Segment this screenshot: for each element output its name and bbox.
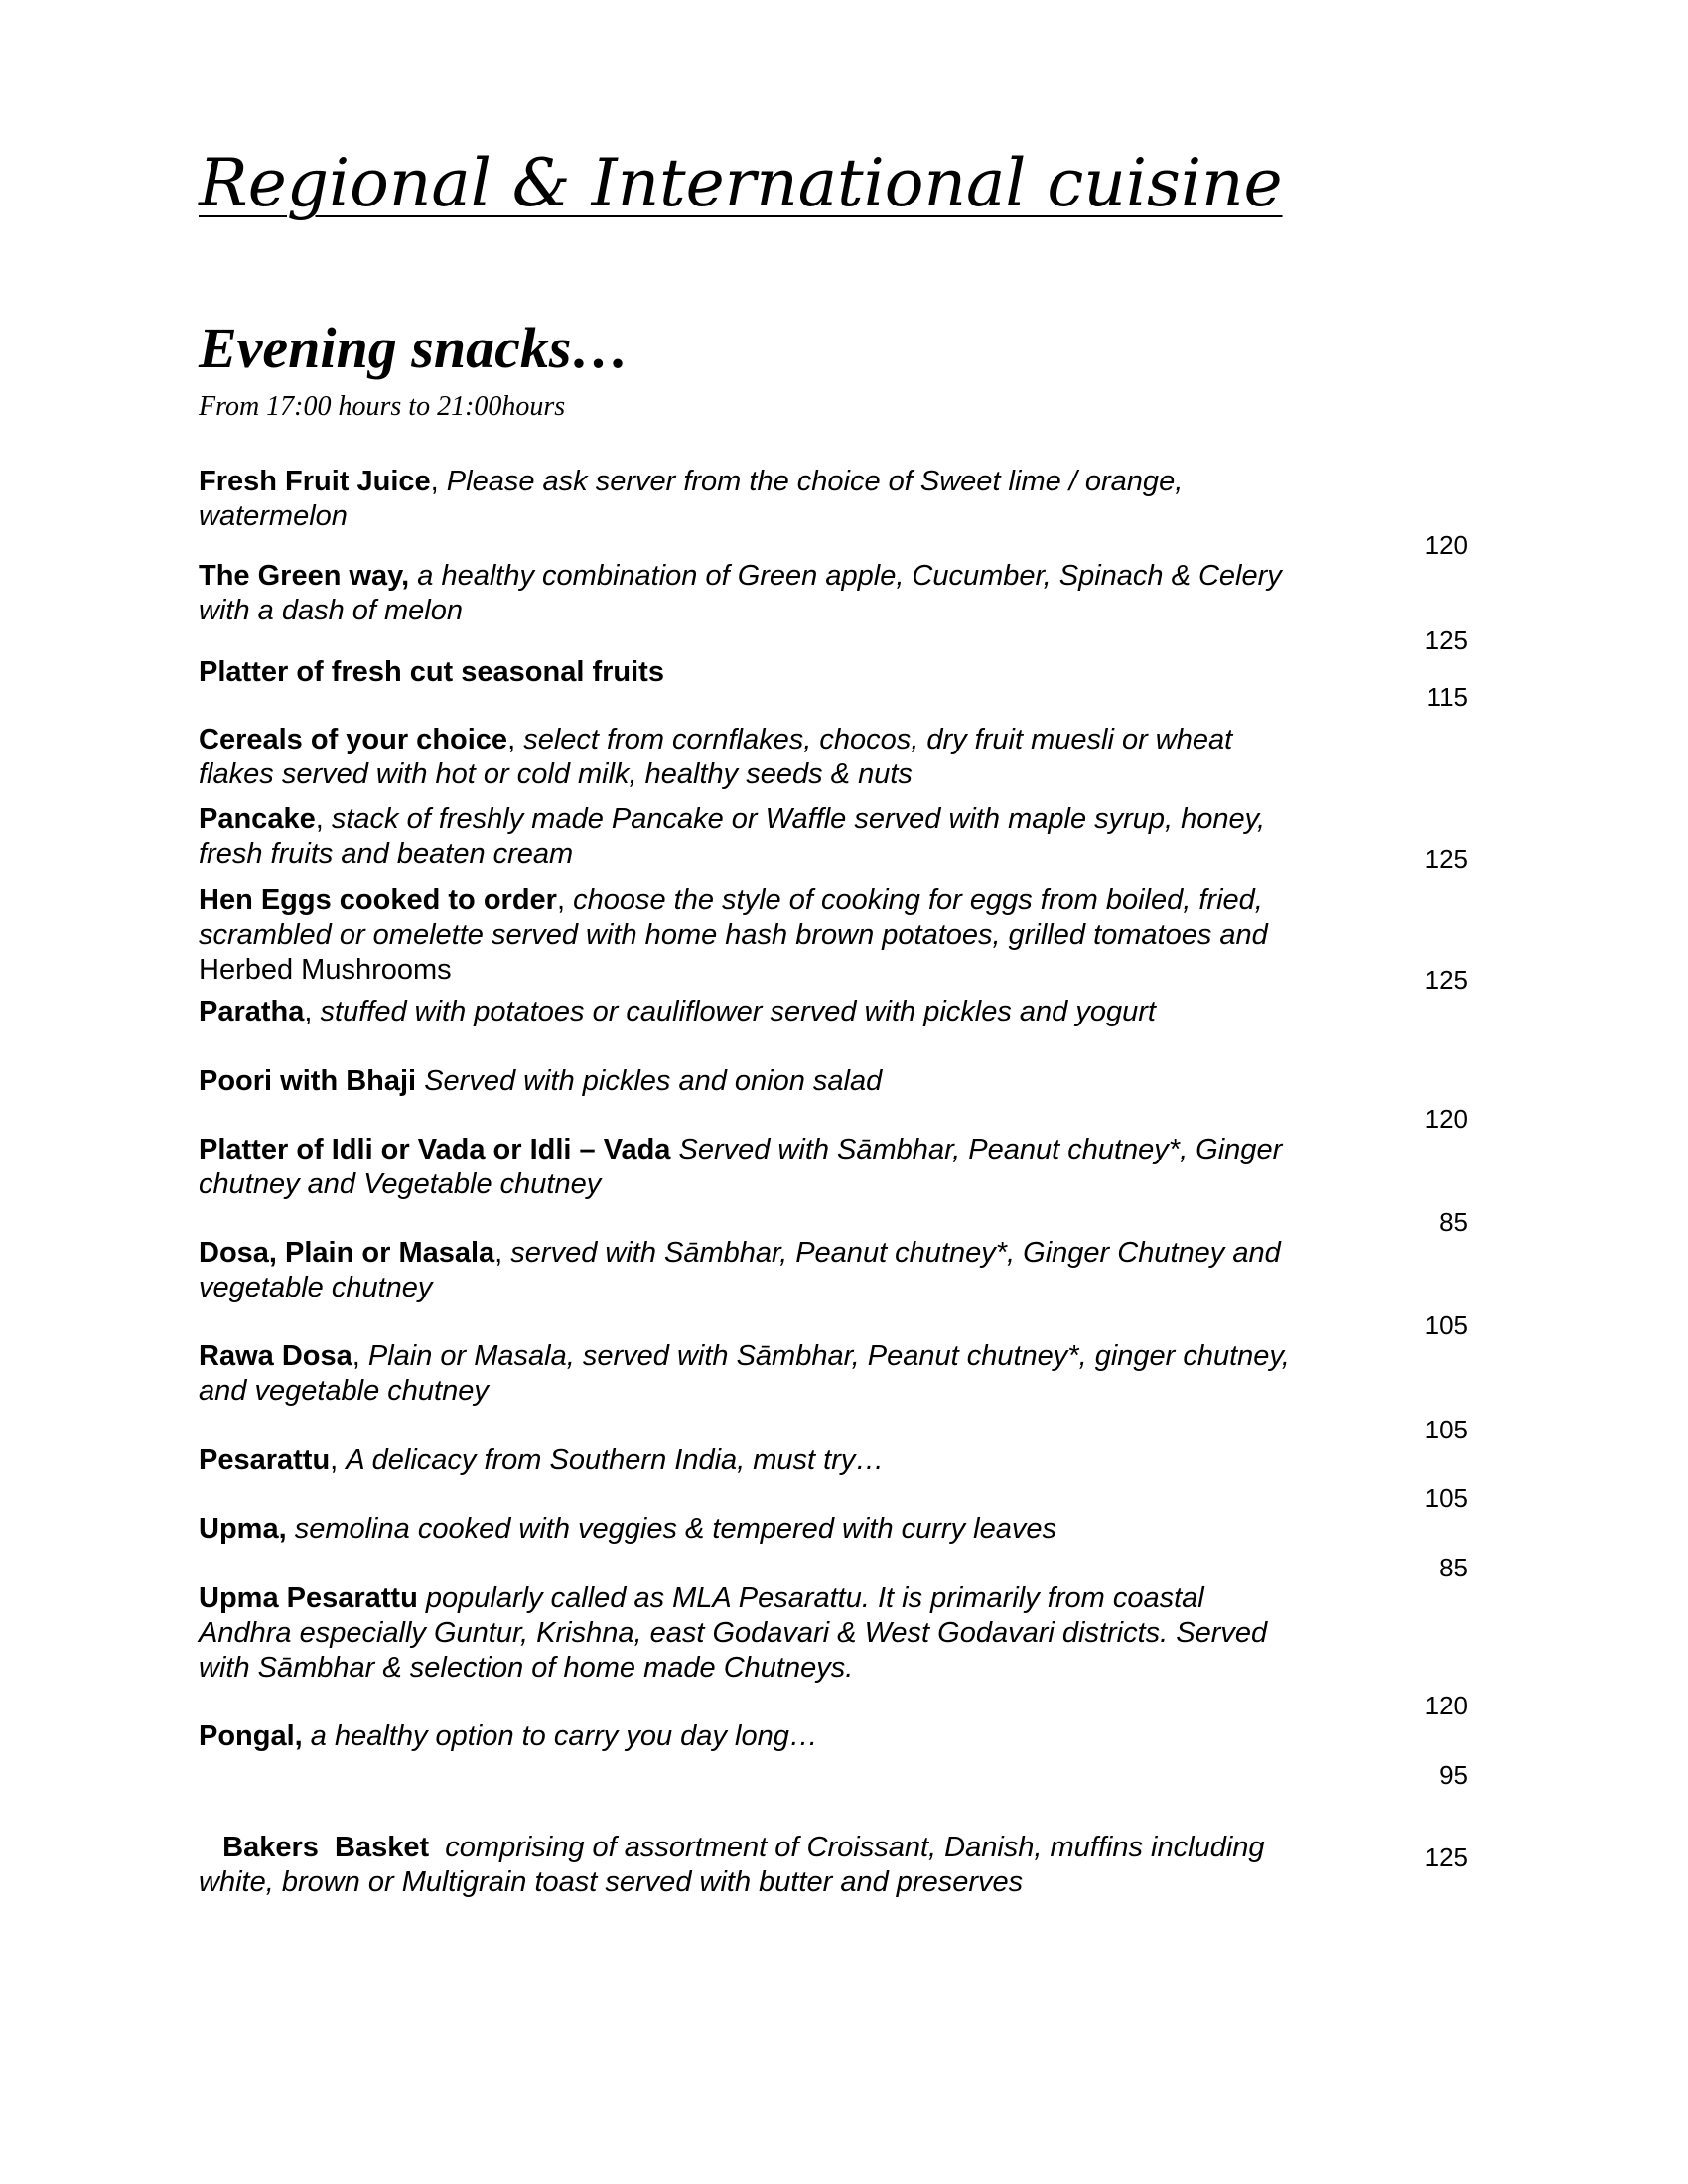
item-name: Fresh Fruit Juice: [199, 466, 431, 497]
item-separator: ,: [315, 803, 332, 835]
menu-item-fresh-fruit-juice: [199, 465, 1301, 534]
menu-item-hen-eggs: [199, 884, 1301, 988]
item-separator: [303, 1720, 311, 1752]
item-price: 125: [1424, 1843, 1468, 1872]
item-name: Dosa, Plain or Masala: [199, 1237, 495, 1269]
item-separator: [429, 1832, 445, 1863]
item-name: Cereals of your choice: [199, 724, 508, 755]
item-name: Pongal,: [199, 1720, 303, 1752]
item-name: Platter of Idli or Vada or Idli – Vada: [199, 1134, 671, 1165]
item-price: 120: [1424, 1691, 1468, 1720]
item-separator: ,: [330, 1444, 347, 1476]
item-name: Upma,: [199, 1513, 287, 1545]
item-name: Pesarattu: [199, 1444, 331, 1476]
item-description: served with Sāmbhar, Peanut chutney*, Ginger Chutney and vegetable chutney: [199, 1237, 1281, 1303]
menu-item-upma-pesarattu: [199, 1581, 1301, 1686]
item-name: Upma Pesarattu: [199, 1582, 418, 1614]
page-title: Regional & International cuisine: [199, 145, 1283, 221]
item-description: Served with Sāmbhar, Peanut chutney*, Ginger chutney and Vegetable chutney: [199, 1134, 1283, 1200]
item-price: 105: [1424, 1415, 1468, 1444]
menu-item-idli-vada: [199, 1133, 1301, 1202]
item-price: 85: [1439, 1207, 1468, 1237]
menu-item-pongal: [199, 1719, 1301, 1754]
menu-item-bakers-basket: [199, 1796, 1301, 1900]
menu-item-cereals: [199, 723, 1301, 792]
item-name: Paratha: [199, 996, 305, 1027]
menu-item-poori-bhaji: [199, 1064, 1301, 1099]
item-description: Plain or Masala, served with Sāmbhar, Peanut chutney*, ginger chutney, and vegetable chutney: [199, 1340, 1290, 1407]
item-description: Served with pickles and onion salad: [424, 1065, 883, 1097]
item-separator: ,: [494, 1237, 511, 1269]
item-description: a healthy option to carry you day long…: [310, 1720, 818, 1752]
item-price: 105: [1424, 1483, 1468, 1513]
menu-item-dosa: [199, 1236, 1301, 1305]
item-description: A delicacy from Southern India, must try…: [346, 1444, 885, 1476]
menu-item-fruit-platter: [199, 655, 1301, 690]
item-name: Poori with Bhaji: [199, 1065, 417, 1097]
item-description-extra: Herbed Mushrooms: [199, 954, 452, 986]
item-separator: [418, 1582, 426, 1614]
item-name: The Green way,: [199, 560, 410, 592]
item-description: popularly called as MLA Pesarattu. It is primarily from coastal Andhra especially Guntur, Krishna, east Godavari & West Godavari districts. Served with Sāmbhar & selection of home made Chutneys.: [199, 1582, 1268, 1684]
item-name: Rawa Dosa: [199, 1340, 352, 1372]
item-price: 125: [1424, 844, 1468, 874]
item-name: Pancake: [199, 803, 316, 835]
section-title: Evening snacks…: [199, 316, 630, 380]
item-description: a healthy combination of Green apple, Cucumber, Spinach & Celery with a dash of melon: [199, 560, 1282, 626]
item-price: 125: [1424, 965, 1468, 995]
item-description: stuffed with potatoes or cauliflower served with pickles and yogurt: [320, 996, 1156, 1027]
menu-item-pesarattu: [199, 1443, 1301, 1478]
item-separator: ,: [430, 466, 447, 497]
item-price: 120: [1424, 1104, 1468, 1134]
item-price: 95: [1439, 1760, 1468, 1790]
menu-item-rawa-dosa: [199, 1339, 1301, 1409]
item-price: 120: [1424, 530, 1468, 560]
item-description: comprising of assortment of Croissant, Danish, muffins including white, brown or Multigrain toast served with butter and preserves: [199, 1832, 1273, 1898]
item-price: 105: [1424, 1310, 1468, 1340]
menu-item-pancake: [199, 802, 1301, 872]
menu-item-green-way: [199, 559, 1301, 628]
item-description: Please ask server from the choice of Sweet lime / orange, watermelon: [199, 466, 1184, 532]
item-separator: [287, 1513, 295, 1545]
item-separator: ,: [507, 724, 524, 755]
item-description: select from cornflakes, chocos, dry fruit muesli or wheat flakes served with hot or cold milk, healthy seeds & nuts: [199, 724, 1233, 790]
item-description: stack of freshly made Pancake or Waffle served with maple syrup, honey, fresh fruits and beaten cream: [199, 803, 1266, 870]
item-separator: ,: [556, 885, 574, 916]
item-description: semolina cooked with veggies & tempered with curry leaves: [294, 1513, 1056, 1545]
item-separator: [416, 1065, 424, 1097]
item-price: 125: [1424, 625, 1468, 655]
item-name: Bakers Basket: [214, 1832, 430, 1863]
item-separator: ,: [304, 996, 321, 1027]
item-description: choose the style of cooking for eggs from boiled, fried, scrambled or omelette served with home hash brown potatoes, grilled tomatoes and: [199, 885, 1268, 951]
section-hours: From 17:00 hours to 21:00hours: [199, 391, 566, 422]
item-price: 85: [1439, 1553, 1468, 1582]
menu-item-upma: [199, 1512, 1301, 1547]
item-name: Platter of fresh cut seasonal fruits: [199, 656, 664, 688]
item-price: 115: [1426, 682, 1468, 712]
menu-item-paratha: [199, 995, 1301, 1029]
item-name: Hen Eggs cooked to order: [199, 885, 557, 916]
item-separator: ,: [352, 1340, 368, 1372]
